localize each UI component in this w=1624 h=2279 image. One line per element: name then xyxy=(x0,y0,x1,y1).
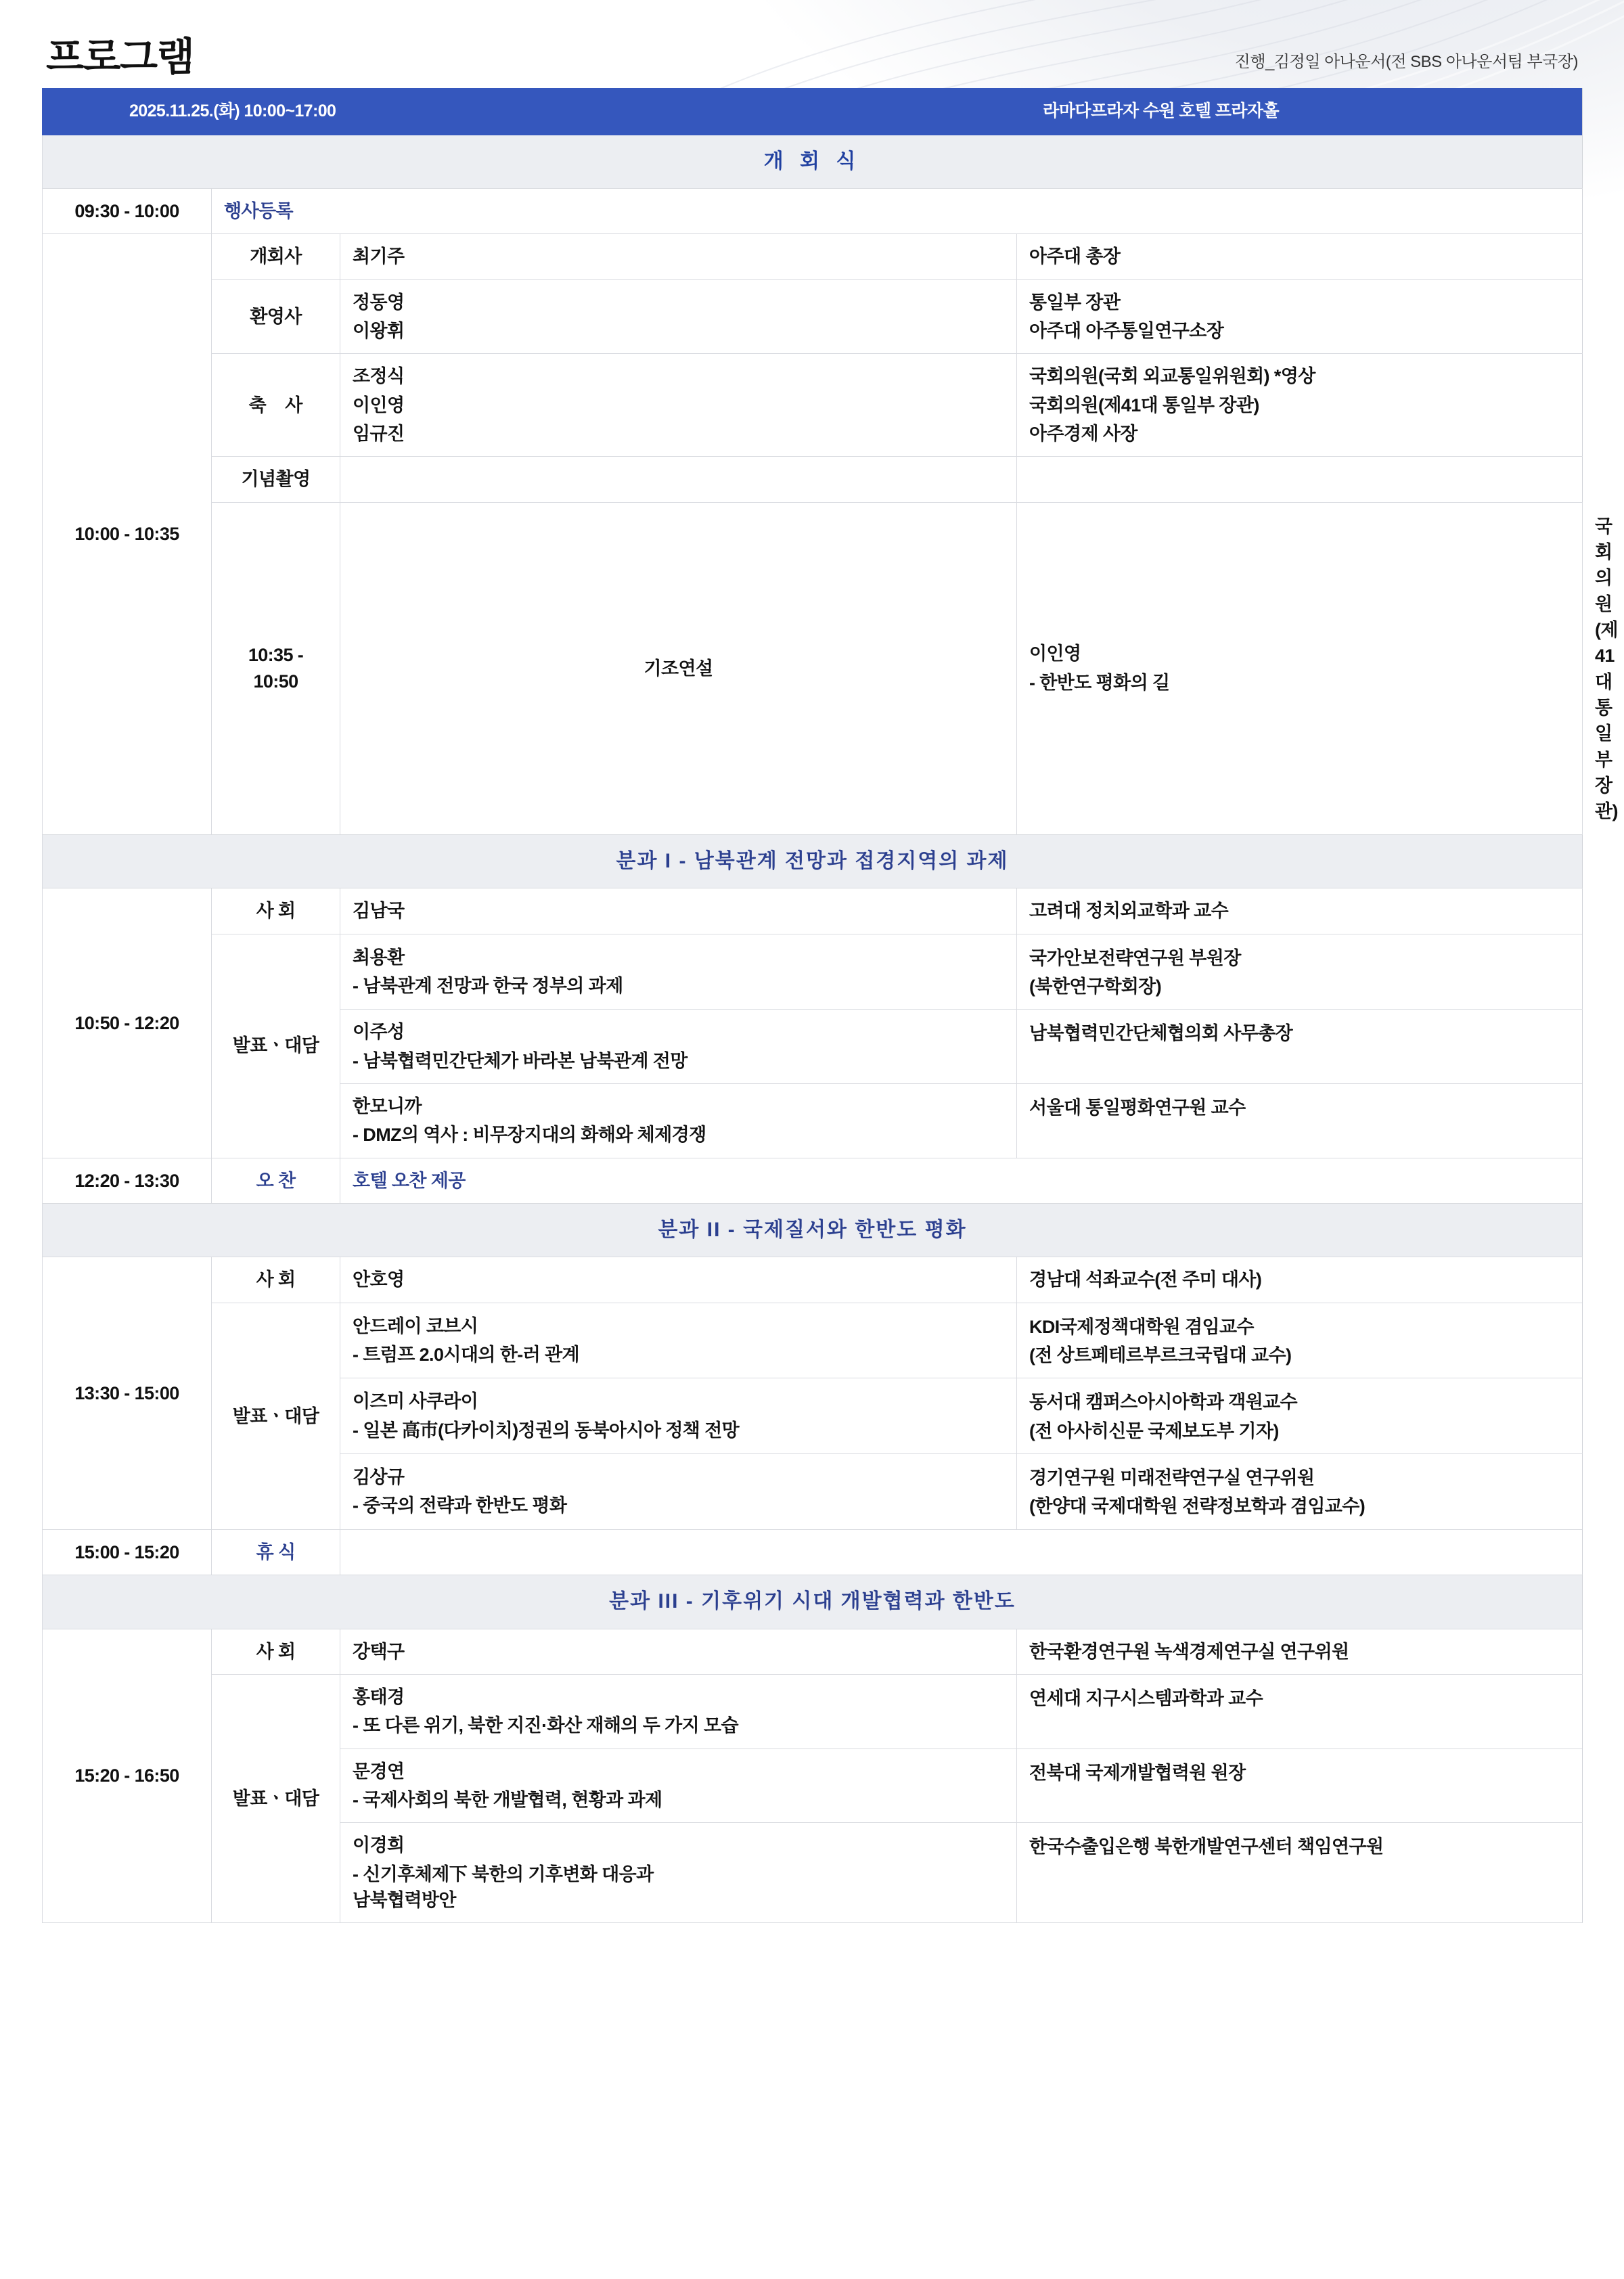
congratulatory-affiliation-1: 국회의원(국회 외교통일위원회) *영상 xyxy=(1029,366,1315,387)
section-opening-ceremony xyxy=(43,135,1583,189)
table-row-part3-speaker-1 xyxy=(43,1675,1583,1749)
congratulatory-affiliation-3: 아주경제 사장 xyxy=(1029,424,1137,445)
part1-presentation-role: 발표ㆍ대담 xyxy=(212,934,340,1158)
registration-label: 행사등록 xyxy=(212,189,1583,234)
part1-speaker-2-affiliation: 남북협력민간단체협의회 사무총장 xyxy=(1017,1010,1583,1084)
part1-speaker-1-affiliation-1: 국가안보전략연구원 부원장 xyxy=(1029,947,1241,968)
part2-speaker-1 xyxy=(340,1303,1017,1378)
part2-speaker-3-topic: - 중국의 전략과 한반도 평화 xyxy=(353,1495,567,1516)
page-title: 프로그램 xyxy=(46,35,194,79)
part3-chair-affiliation: 한국환경연구원 녹색경제연구실 연구위원 xyxy=(1017,1629,1583,1674)
part1-speaker-1 xyxy=(340,934,1017,1010)
part1-speaker-2 xyxy=(340,1010,1017,1084)
part2-speaker-1-name: 안드레이 코브시 xyxy=(353,1315,478,1336)
part3-chair-person: 강택구 xyxy=(340,1629,1017,1674)
table-row-break xyxy=(43,1529,1583,1575)
lunch-role: 오 찬 xyxy=(212,1158,340,1203)
part1-time: 10:50 - 12:20 xyxy=(43,888,212,1158)
part3-time: 15:20 - 16:50 xyxy=(43,1629,212,1923)
part1-speaker-2-topic: - 남북협력민간단체가 바라본 남북관계 전망 xyxy=(353,1050,687,1071)
part1-speaker-1-affiliation-2: (북한연구학회장) xyxy=(1029,976,1162,997)
lunch-label: 호텔 오찬 제공 xyxy=(340,1158,1583,1203)
part2-chair-person: 안호영 xyxy=(340,1257,1017,1303)
page-header xyxy=(42,0,1582,88)
part3-speaker-2 xyxy=(340,1748,1017,1823)
part2-speaker-1-affiliation-1: KDI국제정책대학원 겸임교수 xyxy=(1029,1316,1254,1337)
part3-speaker-1-name: 홍태경 xyxy=(353,1687,405,1708)
registration-time: 09:30 - 10:00 xyxy=(43,189,212,234)
part3-presentation-role: 발표ㆍ대담 xyxy=(212,1675,340,1923)
table-row-keynote: 10:35 - 10:50 기조연설 이인영 - 한반도 평화의 길 국회의원(제41대 통일부 장관) xyxy=(43,502,1583,834)
congratulatory-person-2: 이인영 xyxy=(353,394,405,415)
congratulatory-persons xyxy=(340,354,1017,457)
part2-speaker-2-topic: - 일본 高市(다카이치)정권의 동북아시아 정책 전망 xyxy=(353,1420,740,1441)
part3-speaker-1 xyxy=(340,1675,1017,1749)
congratulatory-person-3: 임규진 xyxy=(353,424,405,445)
part2-speaker-3 xyxy=(340,1454,1017,1530)
table-row-welcome xyxy=(43,279,1583,354)
part2-speaker-1-affiliation xyxy=(1017,1303,1583,1378)
welcome-person-2: 이왕휘 xyxy=(353,321,405,342)
part3-speaker-2-topic: - 국제사회의 북한 개발협력, 현황과 과제 xyxy=(353,1790,662,1810)
opening-block-time: 10:00 - 10:35 xyxy=(43,234,212,834)
opening-address-person: 최기주 xyxy=(340,234,1017,279)
part2-time: 13:30 - 15:00 xyxy=(43,1257,212,1529)
table-row-registration xyxy=(43,189,1583,234)
part3-speaker-3-topic: - 신기후체제下 북한의 기후변화 대응과 xyxy=(353,1864,654,1885)
part1-speaker-1-affiliation xyxy=(1017,934,1583,1010)
part2-speaker-1-topic: - 트럼프 2.0시대의 한-러 관계 xyxy=(353,1345,579,1366)
photo-person xyxy=(340,457,1017,502)
part3-speaker-3 xyxy=(340,1823,1017,1923)
section-part2-label: 분과 II - 국제질서와 한반도 평화 xyxy=(43,1203,1583,1257)
part2-chair-affiliation: 경남대 석좌교수(전 주미 대사) xyxy=(1017,1257,1583,1303)
keynote-person xyxy=(1017,502,1583,834)
section-part1 xyxy=(43,834,1583,888)
keynote-time: 10:35 - 10:50 xyxy=(212,502,340,834)
event-venue: 라마다프라자 수원 호텔 프라자홀 xyxy=(1043,101,1280,120)
part2-speaker-3-affiliation xyxy=(1017,1454,1583,1530)
photo-affiliation xyxy=(1017,457,1583,502)
lunch-time: 12:20 - 13:30 xyxy=(43,1158,212,1203)
opening-address-role: 개회사 xyxy=(212,234,340,279)
keynote-role: 기조연설 xyxy=(340,502,1017,834)
part1-speaker-3-affiliation: 서울대 통일평화연구원 교수 xyxy=(1017,1083,1583,1158)
keynote-topic: - 한반도 평화의 길 xyxy=(1029,672,1170,693)
section-part3-label: 분과 III - 기후위기 시대 개발협력과 한반도 xyxy=(43,1575,1583,1629)
welcome-persons xyxy=(340,279,1017,354)
part2-speaker-2-affiliation xyxy=(1017,1378,1583,1454)
part2-speaker-2-name: 이즈미 사쿠라이 xyxy=(353,1391,478,1412)
part2-chair-role: 사 회 xyxy=(212,1257,340,1303)
table-row-part1-chair xyxy=(43,888,1583,934)
part3-speaker-3-name: 이경희 xyxy=(353,1835,405,1856)
table-row-part2-chair xyxy=(43,1257,1583,1303)
part2-speaker-3-name: 김상규 xyxy=(353,1467,405,1488)
part1-speaker-1-name: 최용환 xyxy=(353,947,405,968)
table-row-lunch xyxy=(43,1158,1583,1203)
section-part3 xyxy=(43,1575,1583,1629)
part3-speaker-1-topic: - 또 다른 위기, 북한 지진·화산 재해의 두 가지 모습 xyxy=(353,1715,738,1736)
welcome-affiliations xyxy=(1017,279,1583,354)
keynote-speaker-name: 이인영 xyxy=(1029,644,1081,664)
section-opening-label: 개 회 식 xyxy=(43,135,1583,189)
part2-speaker-2-affiliation-1: 동서대 캠퍼스아시아학과 객원교수 xyxy=(1029,1392,1298,1413)
table-row-part3-chair xyxy=(43,1629,1583,1674)
part2-speaker-2-affiliation-2: (전 아사히신문 국제보도부 기자) xyxy=(1029,1420,1279,1441)
part1-speaker-3-topic: - DMZ의 역사 : 비무장지대의 화해와 체제경쟁 xyxy=(353,1125,706,1146)
part3-speaker-1-affiliation: 연세대 지구시스템과학과 교수 xyxy=(1017,1675,1583,1749)
welcome-affiliation-2: 아주대 아주통일연구소장 xyxy=(1029,321,1224,342)
part1-speaker-1-topic: - 남북관계 전망과 한국 정부의 과제 xyxy=(353,975,623,996)
break-role: 휴 식 xyxy=(212,1529,340,1575)
congratulatory-affiliation-2: 국회의원(제41대 통일부 장관) xyxy=(1029,394,1259,415)
part3-speaker-2-name: 문경연 xyxy=(353,1761,405,1782)
host-credit: 진행_김정일 아나운서(전 SBS 아나운서팀 부국장) xyxy=(1234,53,1578,71)
welcome-role: 환영사 xyxy=(212,279,340,354)
congratulatory-affiliations xyxy=(1017,354,1583,457)
part2-speaker-2 xyxy=(340,1378,1017,1454)
photo-role: 기념촬영 xyxy=(212,457,340,502)
table-row-part2-speaker-1 xyxy=(43,1303,1583,1378)
part2-speaker-3-affiliation-1: 경기연구원 미래전략연구실 연구위원 xyxy=(1029,1468,1315,1489)
table-row-opening-address xyxy=(43,234,1583,279)
event-info-bar xyxy=(43,89,1583,135)
congratulatory-role: 축 사 xyxy=(212,354,340,457)
table-row-photo xyxy=(43,457,1583,502)
break-filler xyxy=(340,1529,1583,1575)
congratulatory-person-1: 조정식 xyxy=(353,366,405,387)
part1-chair-role: 사 회 xyxy=(212,888,340,934)
table-row-congratulatory xyxy=(43,354,1583,457)
part3-speaker-3-topic-line2: 남북협력방안 xyxy=(353,1889,456,1910)
welcome-person-1: 정동영 xyxy=(353,292,405,313)
event-datetime: 2025.11.25.(화) 10:00~17:00 xyxy=(129,101,336,120)
table-row-part1-speaker-1 xyxy=(43,934,1583,1010)
opening-address-affiliation: 아주대 총장 xyxy=(1017,234,1583,279)
break-time: 15:00 - 15:20 xyxy=(43,1529,212,1575)
part1-chair-person: 김남국 xyxy=(340,888,1017,934)
part2-presentation-role: 발표ㆍ대담 xyxy=(212,1303,340,1529)
part1-chair-affiliation: 고려대 정치외교학과 교수 xyxy=(1017,888,1583,934)
program-table xyxy=(42,88,1618,1923)
part1-speaker-3-name: 한모니까 xyxy=(353,1096,422,1116)
section-part1-label: 분과 I - 남북관계 전망과 접경지역의 과제 xyxy=(43,834,1583,888)
part3-speaker-3-affiliation: 한국수출입은행 북한개발연구센터 책임연구원 xyxy=(1017,1823,1583,1923)
part3-speaker-2-affiliation: 전북대 국제개발협력원 원장 xyxy=(1017,1748,1583,1823)
part2-speaker-3-affiliation-2: (한양대 국제대학원 전략정보학과 겸임교수) xyxy=(1029,1496,1366,1517)
part2-speaker-1-affiliation-2: (전 상트페테르부르크국립대 교수) xyxy=(1029,1345,1292,1366)
welcome-affiliation-1: 통일부 장관 xyxy=(1029,292,1121,313)
section-part2 xyxy=(43,1203,1583,1257)
part1-speaker-2-name: 이주성 xyxy=(353,1022,405,1043)
part3-chair-role: 사 회 xyxy=(212,1629,340,1674)
part1-speaker-3 xyxy=(340,1083,1017,1158)
